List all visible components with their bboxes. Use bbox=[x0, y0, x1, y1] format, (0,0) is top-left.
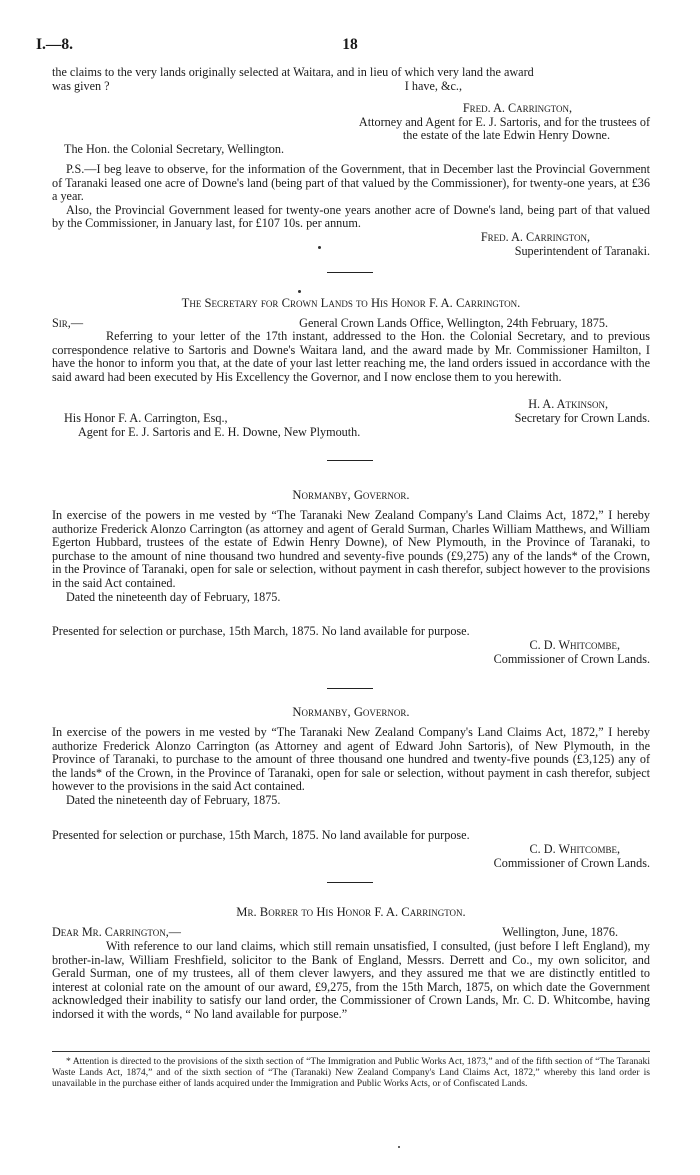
order1-signer-role: Commissioner of Crown Lands. bbox=[493, 651, 650, 666]
order2-dated: Dated the nineteenth day of February, 1875. bbox=[66, 792, 281, 807]
footnote-text: * Attention is directed to the provisions of the sixth section of “The Immigration and Public Works Act, 1873,” and of the fifth section of “The Taranaki Waste Lands Act, 1874,” and of the sixth section of “The (Taranaki) New Zealand Company's Land Claims Act, 1872,” whereby this land order is unavailable in the purchase either of lands acquired under the Immigration and Public Works Acts, or of Confiscated Lands. bbox=[52, 1056, 650, 1089]
footnote-divider bbox=[52, 1051, 650, 1052]
letter1-addressee: The Hon. the Colonial Secretary, Wellington. bbox=[64, 142, 285, 156]
section-divider bbox=[327, 272, 373, 273]
section-divider bbox=[327, 688, 373, 689]
letter2-heading-text: The Secretary for Crown Lands to His Honor F. A. Carrington. bbox=[181, 296, 521, 310]
order2-heading-text: Normanby, Governor. bbox=[292, 705, 410, 719]
order2-signer: C. D. Whitcombe, bbox=[529, 842, 620, 856]
letter2-signer: H. A. Atkinson, bbox=[528, 397, 608, 411]
letter1-line2 bbox=[52, 80, 650, 94]
order1-signature bbox=[52, 639, 650, 666]
section-divider bbox=[327, 882, 373, 883]
letter1-ps-para1: P.S.—I beg leave to observe, for the information of the Government, that in December last the Provincial Government of Taranaki leased one acre of Downe's land (being part of that valued by the Commissioner), for twenty-one years, at £36 a year. bbox=[52, 162, 650, 204]
order1-dated: Dated the nineteenth day of February, 1875. bbox=[66, 589, 281, 604]
letter1-signature bbox=[52, 102, 650, 143]
letter1-ps-signature bbox=[52, 231, 650, 258]
letter2-body-text: Referring to your letter of the 17th instant, addressed to the Hon. the Colonial Secretary, and to previous correspondence relative to Sartoris and Downe's Waitara land, and the award made by Mr. Commissioner Hamilton, I have the honor to inform you that, at the date of your last letter reaching me, the land orders issued in accordance with the said award had been executed by His Excellency the Governor, and I now enclose them to you herewith. bbox=[52, 329, 650, 384]
letter2-salutation: Sir,— bbox=[52, 316, 84, 330]
letter1-closing: I have, &c., bbox=[404, 78, 462, 93]
letter3-body bbox=[52, 940, 650, 1022]
ink-speck bbox=[318, 246, 321, 249]
ink-speck bbox=[298, 290, 301, 293]
order1-signer: C. D. Whitcombe, bbox=[529, 638, 620, 652]
order2-body-text: In exercise of the powers in me vested by “The Taranaki New Zealand Company's Land Claims Act, 1872,” I hereby authorize Frederick Alonzo Carrington (as Attorney and agent of Edward John Sartoris), of New Plymouth, in the Province of Taranaki, to purchase to the amount of three thousand one hundred and twenty-five pounds (£3,125) any of the lands* of the Crown, in the Province of Taranaki, open for sale or selection, without payment in cash therefor, subject however to the provisions in the said Act contained. bbox=[52, 725, 650, 794]
letter1-ps-signer: Fred. A. Carrington, bbox=[480, 230, 590, 244]
order1-body bbox=[52, 509, 650, 604]
letter3-salutation-row bbox=[52, 926, 650, 940]
footnote bbox=[52, 1056, 650, 1089]
letter2-addressee-row bbox=[64, 412, 650, 426]
letter3-body-text: With reference to our land claims, which still remain unsatisfied, I consulted, (just before I left England), my brother-in-law, William Freshfield, solicitor to the Bank of England, Messrs. Derrett and Co., my own solicitor, and Gerald Surman, one of my trustees, all of them clever lawyers, and they assured me that we are distinctly entitled to interest at colonial rate on the amount of our award, £9,275, from the 15th March, 1875, on which date the Government acknowledged their inability to satisfy our land order, the Commissioner of Crown Lands, Mr. C. D. Whitcombe, having indorsed it with the words, “ No land available for purpose.” bbox=[52, 939, 650, 1021]
letter1-signer-role1: Attorney and Agent for E. J. Sartoris, and for the trustees of bbox=[358, 114, 650, 129]
letter2-body bbox=[52, 330, 650, 384]
order2-signer-role: Commissioner of Crown Lands. bbox=[493, 855, 650, 870]
ink-speck bbox=[398, 1146, 400, 1148]
letter3-heading-text: Mr. Borrer to His Honor F. A. Carrington. bbox=[236, 905, 466, 919]
letter1-opening-line2: was given ? bbox=[52, 78, 110, 93]
letter1-opening bbox=[52, 66, 650, 93]
order2-heading bbox=[52, 706, 650, 720]
page-number: 18 bbox=[342, 36, 358, 53]
section-reference: I.—8. bbox=[36, 36, 74, 53]
letter3-salutation: Dear Mr. Carrington,— bbox=[52, 925, 181, 939]
letter1-signer-role2: the estate of the late Edwin Henry Downe. bbox=[402, 128, 610, 143]
order2-presented: Presented for selection or purchase, 15th March, 1875. No land available for purpose. bbox=[52, 828, 470, 842]
section-divider bbox=[327, 460, 373, 461]
order2-signature bbox=[52, 843, 650, 870]
order1-heading bbox=[52, 489, 650, 503]
letter2-heading bbox=[52, 297, 650, 311]
letter2-place-date: General Crown Lands Office, Wellington, 24th February, 1875. bbox=[299, 316, 608, 330]
order2-body bbox=[52, 726, 650, 808]
letter3-place-date: Wellington, June, 1876. bbox=[502, 925, 618, 939]
letter1-ps-signer-role: Superintendent of Taranaki. bbox=[514, 243, 650, 258]
order1-heading-text: Normanby, Governor. bbox=[292, 488, 410, 502]
letter2-signer-row bbox=[52, 398, 650, 412]
letter2-addressee2: Agent for E. J. Sartoris and E. H. Downe, New Plymouth. bbox=[78, 425, 361, 439]
letter2-signer-role: Secretary for Crown Lands. bbox=[514, 411, 650, 425]
letter1-opening-line1: the claims to the very lands originally selected at Waitara, and in lieu of which very land the award bbox=[52, 65, 534, 79]
order1-presented: Presented for selection or purchase, 15th March, 1875. No land available for purpose. bbox=[52, 624, 470, 638]
letter1-signer: Fred. A. Carrington, bbox=[462, 101, 572, 115]
order1-body-text: In exercise of the powers in me vested by “The Taranaki New Zealand Company's Land Claims Act, 1872,” I hereby authorize Frederick Alonzo Carrington (as attorney and agent of Gerald Surman, Charles William Matthews, and William Egerton Hubbard, trustees of the estate of Edwin Henry Downe), of New Plymouth, in the Province of Taranaki, to purchase to the amount of nine thousand two hundred and seventy-five pounds (£9,275) any of the lands* of the Crown, in the Province of Taranaki, open for sale or selection, without payment in cash therefor, subject however to the provisions in the said Act contained. bbox=[52, 508, 650, 590]
letter3-heading bbox=[52, 906, 650, 920]
letter1-ps-para2: Also, the Provincial Government leased for twenty-one years another acre of Downe's land, being part of that valued by the Commissioner, in January last, for £107 10s. per annum. bbox=[52, 202, 650, 231]
letter2-addressee1: His Honor F. A. Carrington, Esq., bbox=[64, 411, 228, 425]
letter1-postscript bbox=[52, 163, 650, 231]
